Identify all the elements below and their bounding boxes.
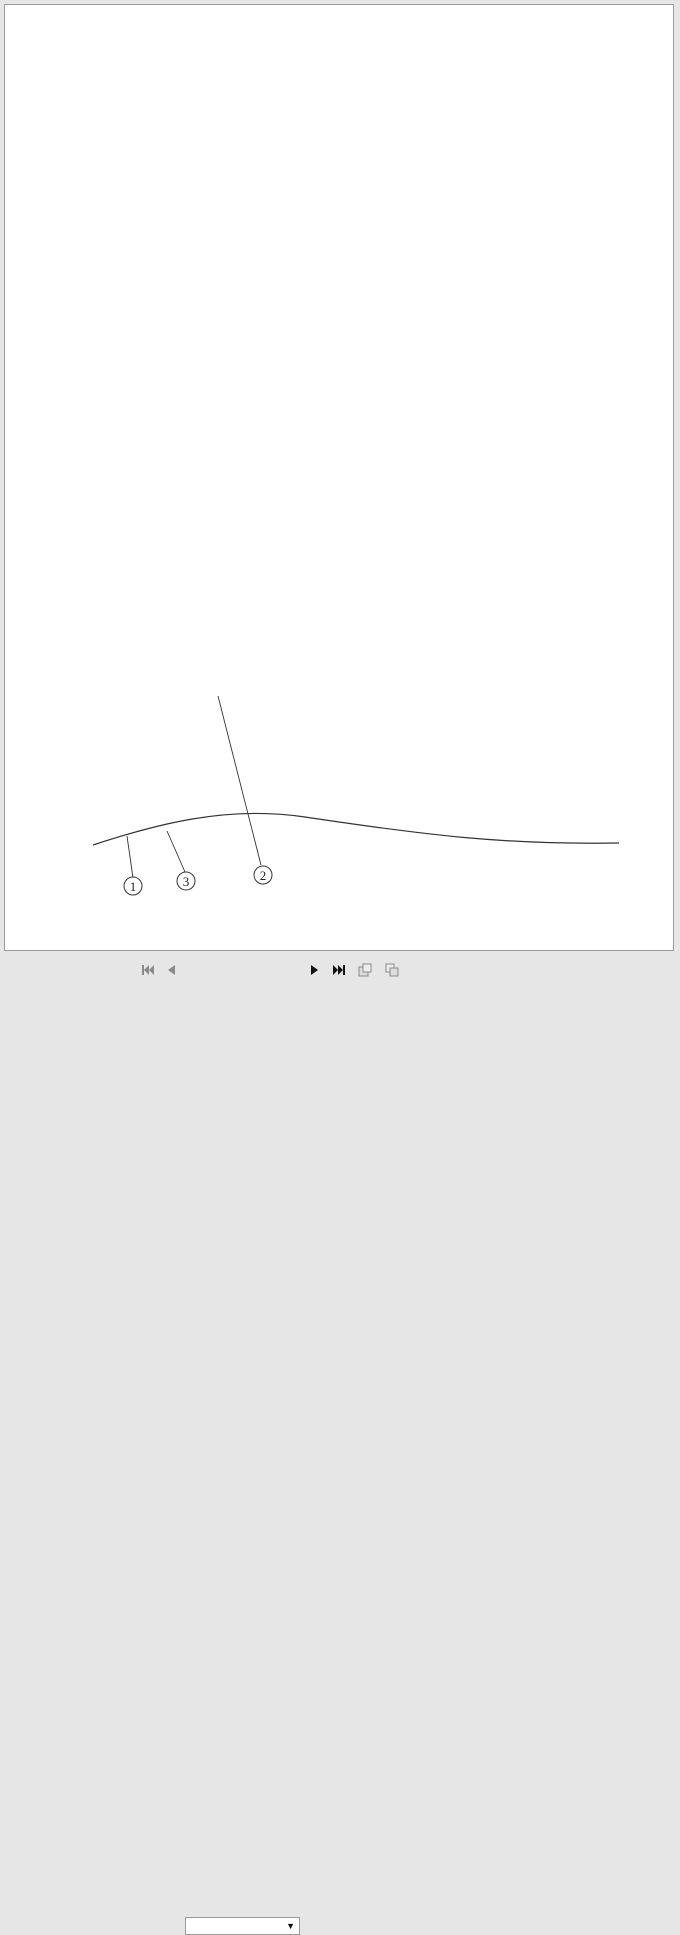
- callout-1: [124, 877, 142, 895]
- document-page: [4, 4, 674, 951]
- callout-3-number: 3: [182, 874, 190, 889]
- callout-3: [177, 872, 195, 890]
- callout-2: [254, 866, 272, 884]
- single-page-view-icon[interactable]: [357, 962, 373, 978]
- callout-1-leader: [127, 836, 133, 878]
- chevron-down-icon: ▼: [286, 1921, 295, 1931]
- callout-2-leader: [218, 696, 261, 865]
- structure-table-figure: [5, 5, 675, 952]
- callout-3-leader: [167, 831, 185, 872]
- viewer-toolbar: [0, 955, 680, 1931]
- last-page-icon[interactable]: [331, 962, 347, 978]
- next-page-icon[interactable]: [307, 962, 323, 978]
- two-page-view-icon[interactable]: [384, 962, 400, 978]
- previous-page-icon[interactable]: [163, 962, 179, 978]
- first-page-icon[interactable]: [140, 962, 156, 978]
- callout-2-number: 2: [259, 868, 267, 883]
- callout-1-number: 1: [129, 879, 137, 894]
- page-selector[interactable]: [185, 1917, 300, 1935]
- cut-wave-line: [93, 813, 619, 845]
